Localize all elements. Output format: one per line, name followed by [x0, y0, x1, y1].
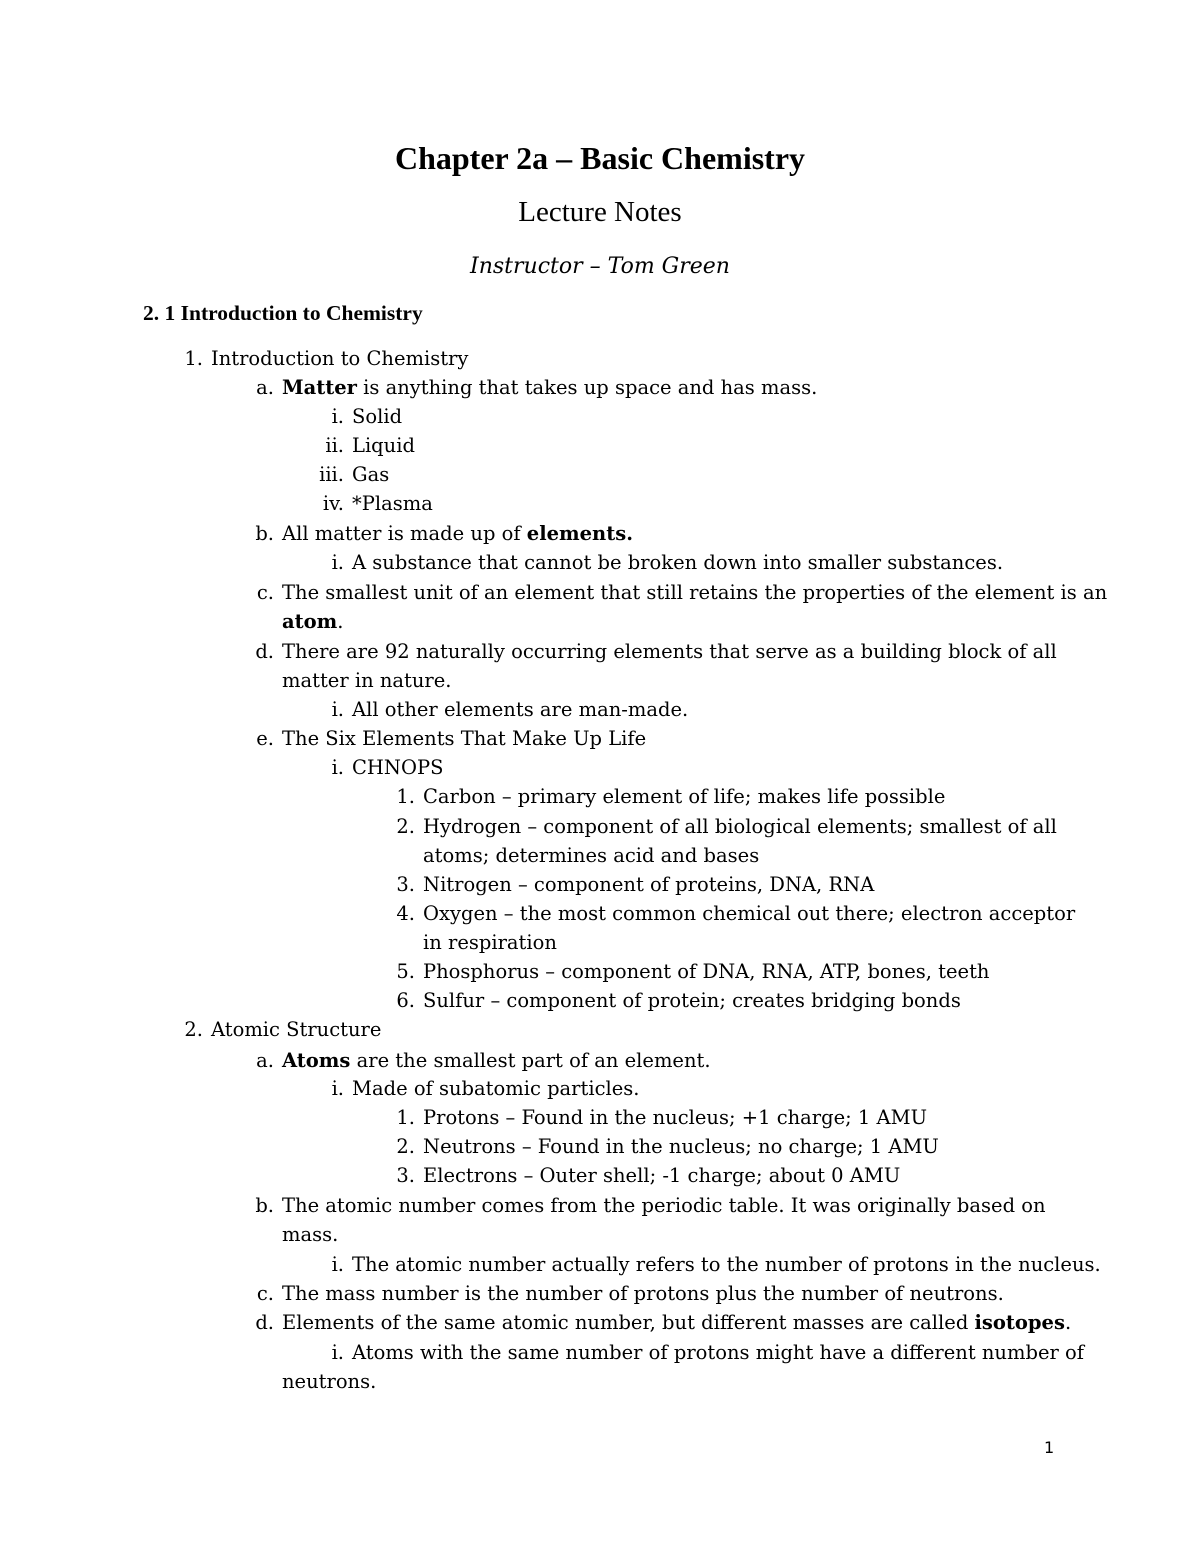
list-marker: 3. [396, 1164, 415, 1187]
list-marker: i. [331, 1077, 344, 1100]
list-marker: 1. [396, 1106, 415, 1129]
list-marker: d. [255, 640, 274, 663]
outline-line: Atoms with the same number of protons might have a different number of [352, 1341, 1084, 1364]
list-marker: ii. [325, 434, 344, 457]
list-marker: b. [255, 1194, 274, 1217]
outline-line: All other elements are man-made. [352, 698, 689, 721]
list-marker: i. [331, 756, 344, 779]
outline-line: Introduction to Chemistry [211, 347, 469, 370]
outline-line: Carbon – primary element of life; makes life possible [423, 785, 946, 808]
document-title: Chapter 2a – Basic Chemistry [394, 140, 806, 176]
instructor-line: Instructor – Tom Green [470, 254, 730, 279]
outline-line: Matter is anything that takes up space and has mass. [282, 376, 818, 399]
outline-line: Atomic Structure [211, 1018, 382, 1041]
outline-line: matter in nature. [282, 669, 452, 692]
key-term: Atoms [282, 1049, 351, 1072]
outline-line: Oxygen – the most common chemical out there; electron acceptor [423, 902, 1076, 925]
list-marker: a. [256, 1049, 274, 1072]
outline-line: Electrons – Outer shell; -1 charge; about 0 AMU [423, 1164, 901, 1187]
outline-line: CHNOPS [352, 756, 444, 779]
outline-line: Protons – Found in the nucleus; +1 charge; 1 AMU [423, 1106, 928, 1129]
outline-line: Gas [352, 463, 390, 486]
outline-line: Sulfur – component of protein; creates bridging bonds [423, 989, 961, 1012]
list-marker: i. [331, 1253, 344, 1276]
outline-line: in respiration [423, 931, 557, 954]
list-marker: 1. [396, 785, 415, 808]
outline-line: Solid [352, 405, 403, 428]
key-term: atom [282, 610, 338, 633]
list-marker: 3. [396, 873, 415, 896]
list-marker: 1. [184, 347, 203, 370]
outline-line: neutrons. [282, 1370, 377, 1393]
outline-line: Elements of the same atomic number, but different masses are called isotopes. [282, 1311, 1072, 1334]
outline-line: There are 92 naturally occurring elements that serve as a building block of all [282, 640, 1057, 663]
outline-line: Made of subatomic particles. [352, 1077, 640, 1100]
outline-line: atoms; determines acid and bases [423, 844, 760, 867]
section-heading: 2. 1 Introduction to Chemistry [143, 301, 423, 325]
list-marker: 2. [396, 1135, 415, 1158]
outline-line: Nitrogen – component of proteins, DNA, RNA [423, 873, 875, 896]
outline-line: The atomic number comes from the periodic table. It was originally based on [282, 1194, 1046, 1217]
list-marker: c. [256, 581, 274, 604]
document-subtitle: Lecture Notes [518, 196, 682, 228]
list-marker: 2. [396, 815, 415, 838]
list-marker: 6. [396, 989, 415, 1012]
outline-line: Neutrons – Found in the nucleus; no charge; 1 AMU [423, 1135, 939, 1158]
outline-line: Phosphorus – component of DNA, RNA, ATP, bones, teeth [423, 960, 990, 983]
list-marker: iv. [322, 492, 344, 515]
list-marker: iii. [319, 463, 344, 486]
key-term: Matter [282, 376, 357, 399]
outline-line: The Six Elements That Make Up Life [282, 727, 647, 750]
outline-line: Atoms are the smallest part of an element. [282, 1049, 711, 1072]
list-marker: 2. [184, 1018, 203, 1041]
list-marker: c. [256, 1282, 274, 1305]
outline-line: atom. [282, 610, 344, 633]
list-marker: i. [331, 1341, 344, 1364]
list-marker: 4. [396, 902, 415, 925]
list-marker: i. [331, 698, 344, 721]
list-marker: b. [255, 522, 274, 545]
outline-line: mass. [282, 1223, 339, 1246]
outline-line: The atomic number actually refers to the number of protons in the nucleus. [352, 1253, 1101, 1276]
outline-line: All matter is made up of elements. [282, 522, 633, 545]
list-marker: e. [256, 727, 274, 750]
list-marker: i. [331, 551, 344, 574]
outline-line: The mass number is the number of protons plus the number of neutrons. [282, 1282, 1004, 1305]
page-number: 1 [1044, 1438, 1055, 1457]
key-term: isotopes [974, 1311, 1065, 1334]
outline-line: Liquid [352, 434, 415, 457]
outline-line: The smallest unit of an element that still retains the properties of the element is an [282, 581, 1108, 604]
outline-line: Hydrogen – component of all biological elements; smallest of all [423, 815, 1057, 838]
list-marker: a. [256, 376, 274, 399]
outline-line: *Plasma [352, 492, 433, 515]
list-marker: i. [331, 405, 344, 428]
list-marker: 5. [396, 960, 415, 983]
list-marker: d. [255, 1311, 274, 1334]
outline-line: A substance that cannot be broken down into smaller substances. [352, 551, 1004, 574]
key-term: elements. [526, 522, 633, 545]
